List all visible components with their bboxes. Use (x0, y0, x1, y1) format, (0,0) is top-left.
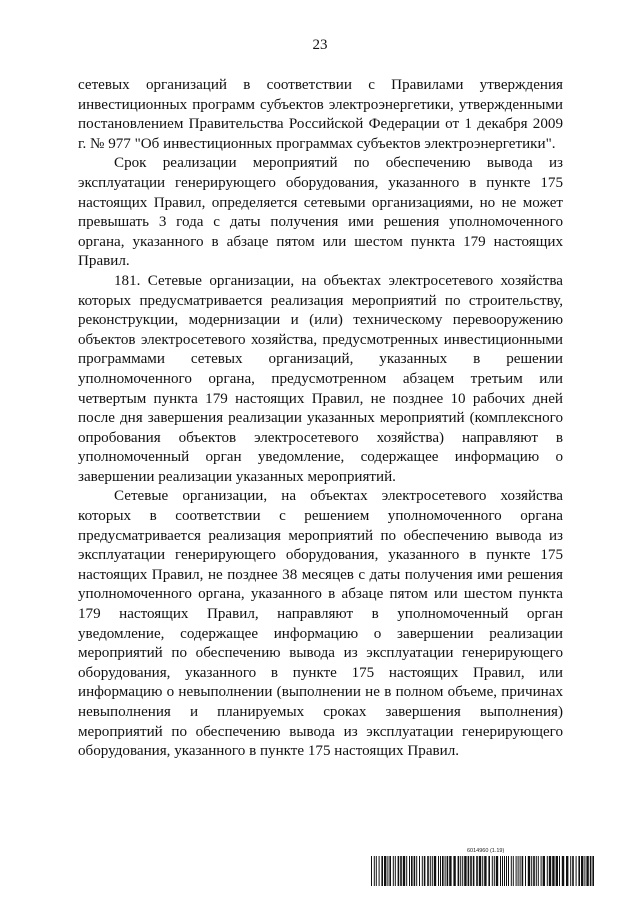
page-number: 23 (312, 37, 328, 53)
document-footer (370, 848, 595, 886)
document-body (78, 76, 563, 762)
paragraph-2: Срок реализации мероприятий по обеспечению вывода из эксплуатации генерирующего оборудования, указанного в пункте 175 настоящих Правил, определяется сетевыми организациями, но не может превышать 3 года с даты получения ими решения уполномоченного органа, указанного в абзаце пятом или шестом пункта 179 настоящих Правил. (78, 155, 563, 270)
paragraph-4: Сетевые организации, на объектах электросетевого хозяйства которых в соответствии с решением уполномоченного органа предусматривается реализация мероприятий по обеспечению вывода из эксплуатации генерирующего оборудования, указанного в пункте 175 настоящих Правил, не позднее 38 месяцев с даты получения ими решения уполномоченного органа, указанного в абзаце пятом или шестом пункта 179 настоящих Правил, направляют в уполномоченный орган уведомление, содержащее информацию о завершении реализации мероприятий по обеспечению вывода из эксплуатации генерирующего оборудования, указанного в пункте 175 настоящих Правил, или информацию о невыполнении (выполнении не в полном объеме, причинах невыполнения и планируемых сроках завершения выполнения) мероприятий по обеспечению вывода из эксплуатации генерирующего оборудования, указанного в пункте 175 настоящих Правил. (78, 488, 563, 760)
paragraph-1: сетевых организаций в соответствии с Правилами утверждения инвестиционных программ субъектов электроэнергетики, утвержденными постановлением Правительства Российской Федерации от 1 декабря 2009 г. № 977 "Об инвестиционных программах субъектов электроэнергетики". (78, 77, 563, 152)
barcode-icon (370, 856, 595, 886)
paragraph-3: 181. Сетевые организации, на объектах электросетевого хозяйства которых предусматривается реализация мероприятий по строительству, реконструкции, модернизации и (или) техническому перевооружению объектов электросетевого хозяйства, предусмотренных инвестиционными программами сетевых организаций, указанных в решении уполномоченного органа, предусмотренном абзацем третьим или четвертым пункта 179 настоящих Правил, не позднее 10 рабочих дней после дня завершения реализации указанных мероприятий (комплексного опробования объектов электросетевого хозяйства) направляют в уполномоченный орган уведомление, содержащее информацию о завершении реализации указанных мероприятий. (78, 272, 563, 485)
document-code: 6014960 (1.19) (467, 848, 505, 854)
